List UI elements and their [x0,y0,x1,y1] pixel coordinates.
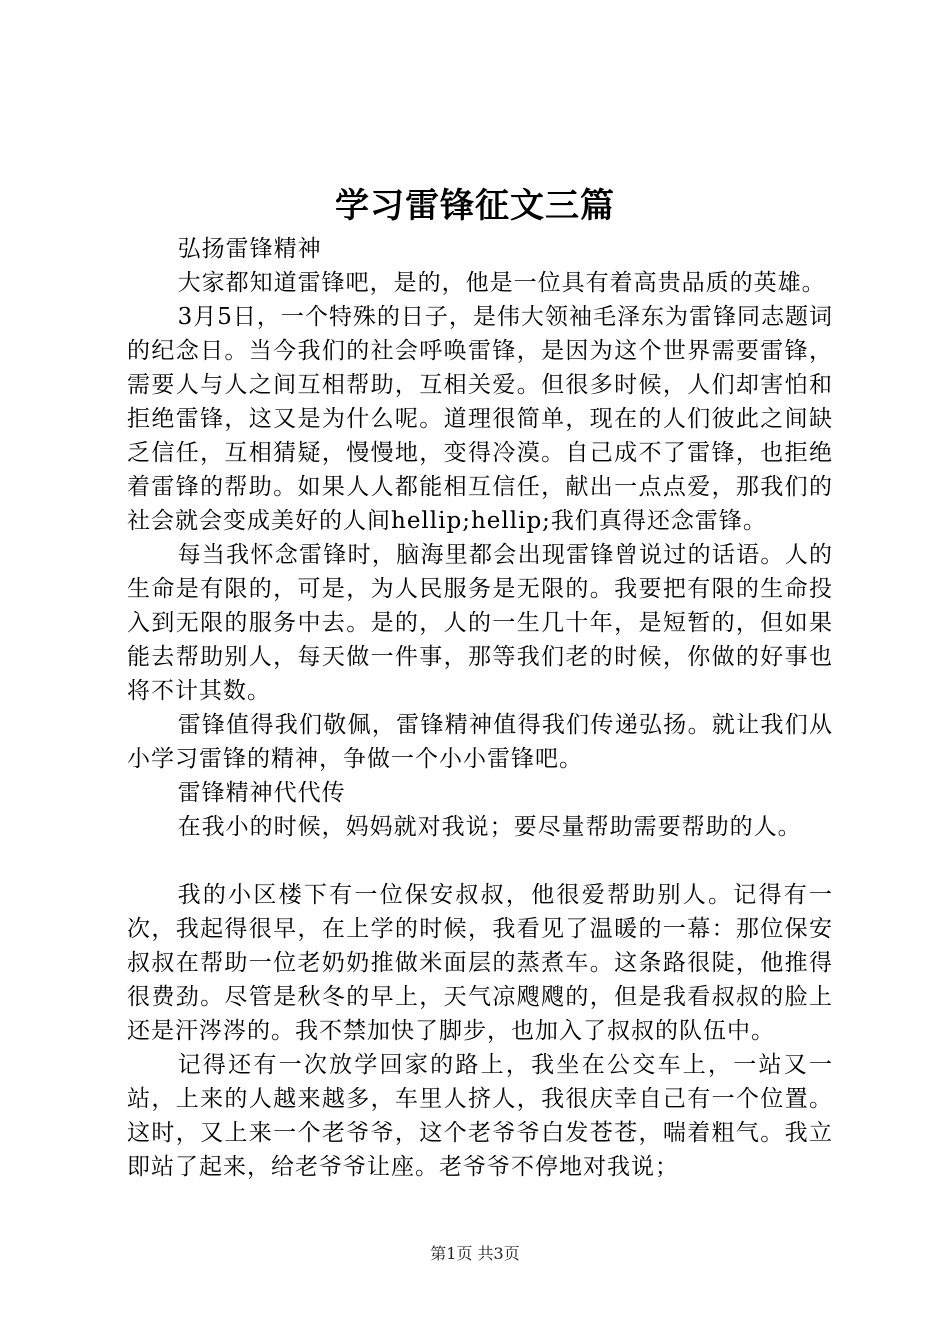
paragraph: 记得还有一次放学回家的路上，我坐在公交车上，一站又一站，上来的人越来越多，车里人挤人，我很庆幸自己有一个位置。这时，又上来一个老爷爷，这个老爷爷白发苍苍，喘着粗气。我立即站了起来，给老爷爷让座。老爷爷不停地对我说； [127,1052,833,1180]
paragraph: 3月5日，一个特殊的日子，是伟大领袖毛泽东为雷锋同志题词的纪念日。当今我们的社会呼唤雷锋，是因为这个世界需要雷锋，需要人与人之间互相帮助，互相关爱。但很多时候，人们却害怕和拒绝雷锋，这又是为什么呢。道理很简单，现在的人们彼此之间缺乏信任，互相猜疑，慢慢地，变得冷漠。自己成不了雷锋，也拒绝着雷锋的帮助。如果人人都能相互信任，献出一点点爱，那我们的社会就会变成美好的人间hellip;hellip;我们真得还念雷锋。 [127,304,833,534]
paragraph: 在我小的时候，妈妈就对我说；要尽量帮助需要帮助的人。 [177,814,802,840]
paragraph: 我的小区楼下有一位保安叔叔，他很爱帮助别人。记得有一次，我起得很早，在上学的时候，我看见了温暖的一幕：那位保安叔叔在帮助一位老奶奶推做米面层的蒸煮车。这条路很陡，他推得很费劲。尽管是秋冬的早上，天气凉飕飕的，但是我看叔叔的脸上还是汗涔涔的。我不禁加快了脚步，也加入了叔叔的队伍中。 [127,882,833,1044]
paragraph: 每当我怀念雷锋时，脑海里都会出现雷锋曾说过的话语。人的生命是有限的，可是，为人民服务是无限的。我要把有限的生命投入到无限的服务中去。是的，人的一生几十年，是短暂的，但如果能去帮助别人，每天做一件事，那等我们老的时候，你做的好事也将不计其数。 [127,542,833,704]
document-body [127,232,833,1184]
section-heading-1: 弘扬雷锋精神 [177,236,322,262]
document-title: 学习雷锋征文三篇 [335,186,615,226]
paragraph: 雷锋值得我们敬佩，雷锋精神值得我们传递弘扬。就让我们从小学习雷锋的精神，争做一个小小雷锋吧。 [127,712,833,772]
page-number-footer: 第1页 共3页 [430,1244,520,1263]
section-heading-2: 雷锋精神代代传 [177,780,346,806]
paragraph: 大家都知道雷锋吧，是的，他是一位具有着高贵品质的英雄。 [177,270,826,296]
